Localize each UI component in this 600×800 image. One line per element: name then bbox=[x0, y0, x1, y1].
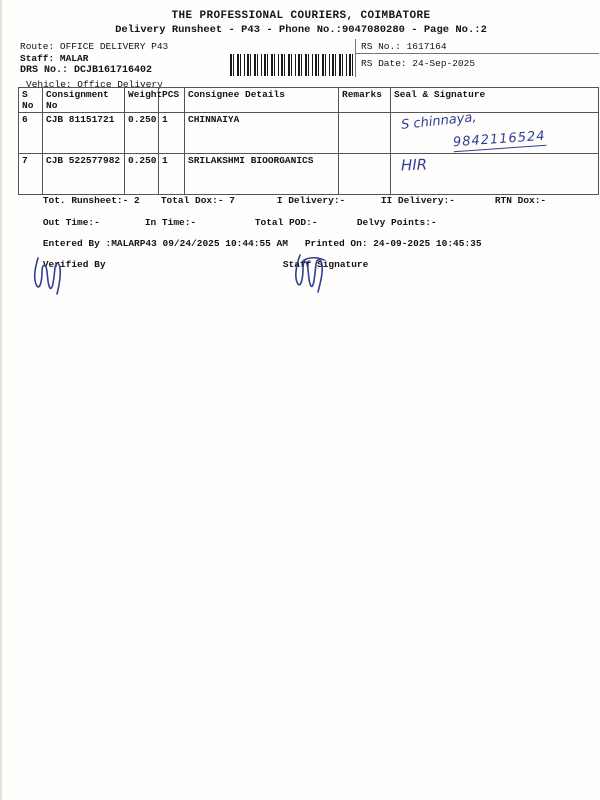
delvy-points-value: Delvy Points:- bbox=[356, 217, 437, 228]
table-row bbox=[19, 113, 599, 154]
col-header-s-no: S No bbox=[19, 88, 43, 113]
total-pod-value: Total POD:- bbox=[254, 217, 318, 228]
consignee-phone-handwriting: 9842116524 bbox=[452, 128, 547, 151]
cell-s-no: 6 bbox=[19, 113, 43, 154]
entered-by-value: Entered By :MALARP43 09/24/2025 10:44:55 AM bbox=[42, 238, 288, 249]
in-time-value: In Time:- bbox=[144, 217, 197, 228]
cell-consignment-no: CJB 522577982 bbox=[43, 154, 125, 195]
col-header-weight: Weight bbox=[125, 88, 159, 113]
printed-on-value: Printed On: 24-09-2025 10:45:35 bbox=[304, 238, 482, 249]
staff-signature-label: Staff Signature bbox=[282, 259, 369, 270]
route-line: Route: OFFICE DELIVERY P43 bbox=[20, 41, 169, 52]
staff-signature-handwriting bbox=[290, 250, 342, 294]
vehicle-line: Vehicle: Office Delivery bbox=[26, 79, 163, 90]
rs-box-horizontal-divider bbox=[355, 53, 599, 54]
rs-box-vertical-divider bbox=[355, 39, 356, 77]
rtn-dox-value: RTN Dox:- bbox=[494, 195, 547, 206]
cell-consignment-no: CJB 81151721 bbox=[43, 113, 125, 154]
cell-consignee: CHINNAIYA bbox=[185, 113, 339, 154]
col-header-consignment-no: Consignment No bbox=[43, 88, 125, 113]
cell-seal-signature bbox=[391, 110, 599, 154]
col-header-seal-signature: Seal & Signature bbox=[391, 88, 599, 113]
drs-barcode-icon bbox=[230, 54, 354, 76]
ii-delivery-value: II Delivery:- bbox=[380, 195, 455, 206]
consignee-mark-handwriting: HIR bbox=[400, 155, 428, 175]
col-header-remarks: Remarks bbox=[339, 88, 391, 113]
cell-s-no: 7 bbox=[19, 154, 43, 195]
cell-remarks bbox=[339, 113, 391, 154]
col-header-consignee-details: Consignee Details bbox=[185, 88, 339, 113]
consignment-table bbox=[18, 87, 599, 195]
verified-by-signature-handwriting bbox=[30, 254, 76, 296]
company-name: THE PROFESSIONAL COURIERS, COIMBATORE bbox=[171, 10, 431, 22]
consignee-signature-handwriting: S chinnaya, bbox=[400, 110, 478, 133]
staff-line: Staff: MALAR bbox=[20, 53, 89, 64]
cell-consignee: SRILAKSHMI BIOORGANICS bbox=[185, 154, 339, 195]
rs-number: RS No.: 1617164 bbox=[361, 41, 447, 52]
out-time-value: Out Time:- bbox=[42, 217, 100, 228]
col-header-pcs: PCS bbox=[159, 88, 185, 113]
i-delivery-value: I Delivery:- bbox=[276, 195, 346, 206]
cell-weight: 0.250 bbox=[125, 154, 159, 195]
table-header-row bbox=[19, 88, 599, 113]
drs-number-line: DRS No.: DCJB161716402 bbox=[20, 65, 153, 76]
verified-by-label: Verified By bbox=[42, 259, 106, 270]
document-title: Delivery Runsheet - P43 - Phone No.:9047080280 - Page No.:2 bbox=[115, 24, 487, 36]
cell-pcs: 1 bbox=[159, 154, 185, 195]
cell-pcs: 1 bbox=[159, 113, 185, 154]
tot-runsheet-value: Tot. Runsheet:- 2 bbox=[42, 195, 140, 206]
cell-weight: 0.250 bbox=[125, 113, 159, 154]
total-dox-value: Total Dox:- 7 bbox=[160, 195, 235, 206]
rs-date: RS Date: 24-Sep-2025 bbox=[361, 58, 476, 69]
